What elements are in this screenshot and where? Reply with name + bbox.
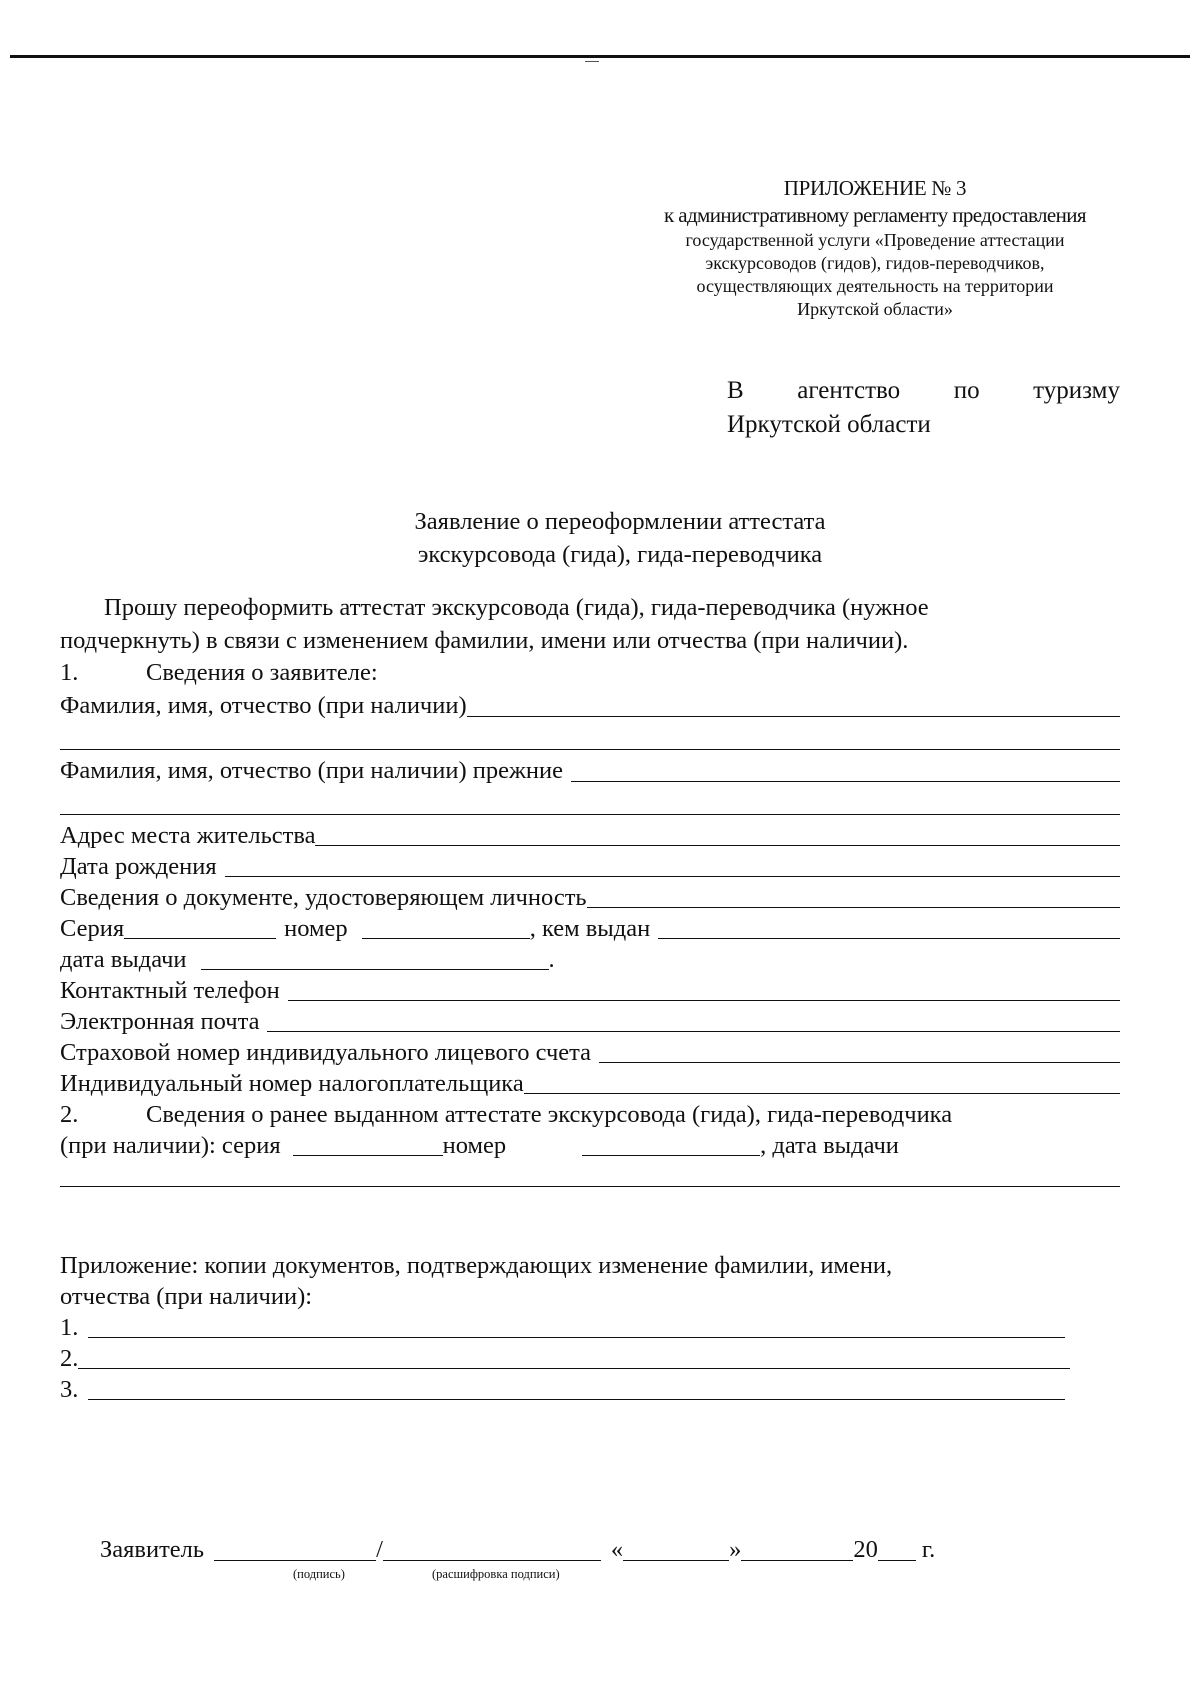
addressee (727, 374, 1120, 442)
signature-slash: / (376, 1535, 383, 1563)
header-line-3: государственной услуги «Проведение аттестации (685, 229, 1065, 250)
attachment-line-1 (60, 1250, 1120, 1281)
header-line-2: к административному регламенту предоставления (663, 202, 1086, 227)
s2-number-label: номер (442, 1131, 507, 1159)
series-field[interactable] (124, 914, 276, 939)
attachment-text-2: отчества (при наличии): (60, 1282, 313, 1310)
addressee-line-1 (727, 374, 1120, 408)
s2-date-field[interactable] (60, 1162, 1120, 1187)
attachment-item-1 (60, 1312, 1065, 1343)
addressee-word: В (727, 377, 744, 404)
attachment-item-2-field[interactable] (78, 1344, 1070, 1369)
attachment-item-2-number: 2. (60, 1344, 79, 1372)
s2-number-field[interactable] (582, 1131, 760, 1156)
caption-signature: (подпись) (293, 1567, 345, 1581)
top-rule-mark (585, 61, 599, 62)
issue-date-row (60, 944, 1120, 975)
year-suffix: г. (921, 1535, 936, 1563)
addressee-word: туризму (1033, 377, 1120, 404)
fio-prev-row (60, 755, 1120, 788)
issue-date-field[interactable] (201, 945, 549, 970)
phone-row (60, 975, 1120, 1006)
addressee-word: агентство (797, 377, 901, 404)
fio-prev-continuation-row (60, 787, 1120, 820)
day-field[interactable] (623, 1536, 729, 1561)
appendix-number: ПРИЛОЖЕНИЕ № 3 (783, 176, 967, 200)
intro-line-2 (60, 625, 1120, 658)
email-row (60, 1006, 1120, 1037)
year-prefix: 20 (853, 1535, 878, 1563)
issued-by-label: , кем выдан (529, 914, 651, 942)
signature-row (100, 1530, 1000, 1566)
signature-decode-field[interactable] (383, 1536, 601, 1561)
title-line-1: Заявление о переоформлении аттестата (414, 508, 826, 535)
s2-series-field[interactable] (293, 1131, 443, 1156)
document-title (300, 505, 940, 571)
fio-continuation-row (60, 722, 1120, 755)
section-2-fields-row (60, 1130, 1120, 1161)
addressee-line-2: Иркутской области (727, 411, 931, 438)
series-label: Серия (60, 914, 125, 942)
inn-field[interactable] (524, 1069, 1120, 1094)
id-doc-field[interactable] (587, 883, 1120, 908)
fio-row (60, 690, 1120, 723)
phone-field[interactable] (288, 976, 1120, 1001)
intro-text-2: подчеркнуть) в связи с изменением фамилии, имени или отчества (при наличии). (60, 626, 909, 654)
birth-label: Дата рождения (60, 852, 217, 880)
application-body (60, 592, 1120, 1405)
s2-series-label: (при наличии): серия (60, 1131, 281, 1159)
intro-text-1: Прошу переоформить аттестат экскурсовода (гида), гида-переводчика (нужное (104, 594, 929, 621)
quote-open: « (610, 1535, 624, 1563)
birth-row (60, 851, 1120, 882)
attachment-item-2 (60, 1343, 1070, 1374)
birth-field[interactable] (225, 852, 1120, 877)
month-field[interactable] (741, 1536, 853, 1561)
fio-field-continuation[interactable] (60, 725, 1120, 750)
applicant-label: Заявитель (100, 1535, 205, 1563)
attachment-item-3-field[interactable] (88, 1375, 1065, 1400)
appendix-header (640, 175, 1110, 321)
signature-field[interactable] (214, 1536, 376, 1561)
issue-date-period: . (548, 945, 555, 973)
number-label: номер (284, 914, 348, 942)
fio-prev-label: Фамилия, имя, отчество (при наличии) прежние (60, 756, 564, 784)
signature-block (100, 1530, 1000, 1566)
header-line-6: Иркутской области» (797, 298, 953, 319)
attachment-item-3 (60, 1374, 1065, 1405)
attachment-line-2 (60, 1281, 1120, 1312)
section-2-heading (60, 1099, 1120, 1130)
s2-date-continuation-row (60, 1161, 1120, 1192)
fio-label: Фамилия, имя, отчество (при наличии) (60, 691, 467, 719)
issued-by-field[interactable] (658, 914, 1120, 939)
id-doc-label: Сведения о документе, удостоверяющем личность (60, 883, 587, 911)
email-label: Электронная почта (60, 1007, 260, 1035)
header-line-5: осуществляющих деятельность на территории (696, 275, 1054, 296)
s2-date-label: , дата выдачи (760, 1131, 899, 1159)
issue-date-label: дата выдачи (60, 945, 187, 973)
id-doc-row (60, 882, 1120, 913)
snils-field[interactable] (599, 1038, 1120, 1063)
top-rule (10, 55, 1190, 58)
attachment-item-1-number: 1. (60, 1313, 79, 1341)
inn-row (60, 1068, 1120, 1099)
spacer (60, 1192, 1120, 1250)
attachment-item-3-number: 3. (60, 1375, 79, 1403)
title-line-2: экскурсовода (гида), гида-переводчика (417, 541, 823, 568)
section-2-number: 2. (60, 1100, 79, 1128)
addressee-word: по (953, 377, 980, 404)
fio-field[interactable] (467, 692, 1120, 717)
year-field[interactable] (878, 1536, 916, 1561)
section-1-number: 1. (60, 659, 79, 686)
fio-prev-field-continuation[interactable] (60, 790, 1120, 815)
address-row (60, 820, 1120, 851)
phone-label: Контактный телефон (60, 976, 280, 1004)
snils-row (60, 1037, 1120, 1068)
section-1-heading (60, 657, 1120, 690)
email-field[interactable] (267, 1007, 1120, 1032)
snils-label: Страховой номер индивидуального лицевого счета (60, 1038, 592, 1066)
series-row (60, 913, 1120, 944)
address-label: Адрес места жительства (60, 821, 316, 849)
address-field[interactable] (315, 821, 1120, 846)
quote-close: » (729, 1535, 742, 1563)
fio-prev-field[interactable] (571, 757, 1120, 782)
caption-decode: (расшифровка подписи) (432, 1567, 560, 1581)
section-2-title: Сведения о ранее выданном аттестате экскурсовода (гида), гида-переводчика (146, 1100, 953, 1128)
inn-label: Индивидуальный номер налогоплательщика (60, 1069, 524, 1097)
attachment-text-1: Приложение: копии документов, подтверждающих изменение фамилии, имени, (60, 1251, 893, 1279)
attachment-item-1-field[interactable] (88, 1313, 1065, 1338)
header-line-4: экскурсоводов (гидов), гидов-переводчиков, (705, 252, 1045, 273)
number-field[interactable] (362, 914, 530, 939)
intro-line-1 (60, 592, 1120, 625)
section-1-title: Сведения о заявителе: (146, 659, 378, 686)
